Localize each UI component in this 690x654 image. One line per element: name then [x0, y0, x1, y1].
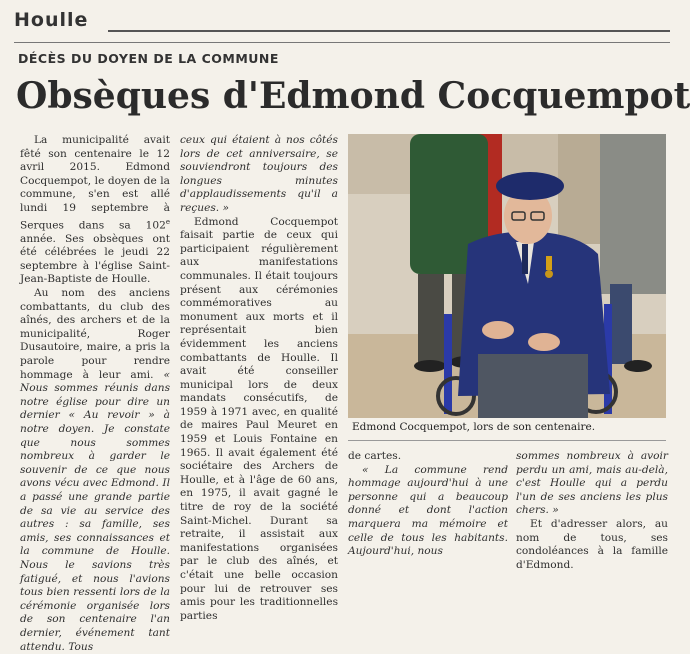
- article-photo: [348, 134, 666, 418]
- quote-paragraph: ceux qui étaient à nos côtés lors de cet anniversaire, se souviendront toujours des longues minutes d'applaudissements qu'il a reçues. »: [180, 134, 338, 214]
- text-run: La municipalité avait fêté son centenaire le 12 avril 2015. Edmond Cocquempot, le doyen de la commune, s'en est allé lundi 19 septembre à Serques dans sa 102: [20, 134, 170, 232]
- quote-run: « Nous sommes réunis dans notre église pour dire un dernier « Au revoir » à notre doyen. Je constate que nous sommes nombreux à garder le souvenir de ce que nous avons vécu avec Edmond. Il a passé une grande partie de sa vie au service des autres : sa famille, ses amis, ses connaissances et la commune de Houlle. Nous le savions très fatigué, et nous l'avions tous bien ressenti lors de la cérémonie organisée lors de son centenaire l'an dernier, événement tant attendu. Tous: [20, 368, 170, 653]
- superscript: e: [165, 217, 170, 226]
- paragraph: Et d'adresser alors, au nom de tous, ses condoléances à la famille d'Edmond.: [516, 517, 668, 571]
- text-run: année. Ses obsèques ont été célébrées le jeudi 22 septembre à l'église Saint-Jean-Baptiste de Houlle.: [20, 232, 170, 286]
- header-divider: [14, 42, 670, 43]
- headline: Obsèques d'Edmond Cocquempot: [16, 75, 690, 117]
- photo-illustration: [348, 134, 666, 418]
- article-column-3: [348, 450, 508, 558]
- paragraph: Edmond Cocquempot faisait partie de ceux qui participaient régulièrement aux manifestations communales. Il était toujours présent aux cérémonies commémoratives au monument aux morts et il représentait bien évidemment les anciens combattants de Houlle. Il avait été conseiller municipal lors de deux mandats consécutifs, de 1959 à 1971 avec, en qualité de maires Paul Meuret en 1959 et Louis Fontaine en 1965. Il avait également été sociétaire des Archers de Houlle, et à l'âge de 60 ans, en 1975, il avait gagné le titre de roy de la société Saint-Michel. Durant sa retraite, il assistait aux manifestations organisées par le club des aînés, et c'était une belle occasion pour lui de retrouver ses amis pour les traditionnelles parties: [180, 215, 338, 622]
- article-column-4: [516, 450, 668, 571]
- paragraph: [20, 287, 170, 654]
- section-rule: [108, 30, 670, 32]
- quote-paragraph: « La commune rend hommage aujourd'hui à une personne qui a beaucoup donné et dont l'action marquera ma mémoire et celle de tous les habitants. Aujourd'hui, nous: [348, 463, 508, 558]
- photo-caption: Edmond Cocquempot, lors de son centenaire.: [352, 421, 596, 433]
- paragraph: [20, 134, 170, 287]
- section-heading: Houlle: [14, 9, 89, 31]
- paragraph: de cartes.: [348, 450, 402, 462]
- caption-divider: [348, 440, 666, 441]
- kicker: DÉCÈS DU DOYEN DE LA COMMUNE: [18, 51, 279, 66]
- article-column-1: [20, 134, 170, 653]
- text-run: Au nom des anciens combattants, du club des aînés, des archers et de la municipalité, Roger Dusautoire, maire, a pris la parole pour rendre hommage à leur ami.: [20, 287, 170, 381]
- quote-paragraph: sommes nombreux à avoir perdu un ami, mais au-delà, c'est Houlle qui a perdu l'un de ses anciens les plus chers. »: [516, 450, 668, 517]
- article-column-2: [180, 134, 338, 622]
